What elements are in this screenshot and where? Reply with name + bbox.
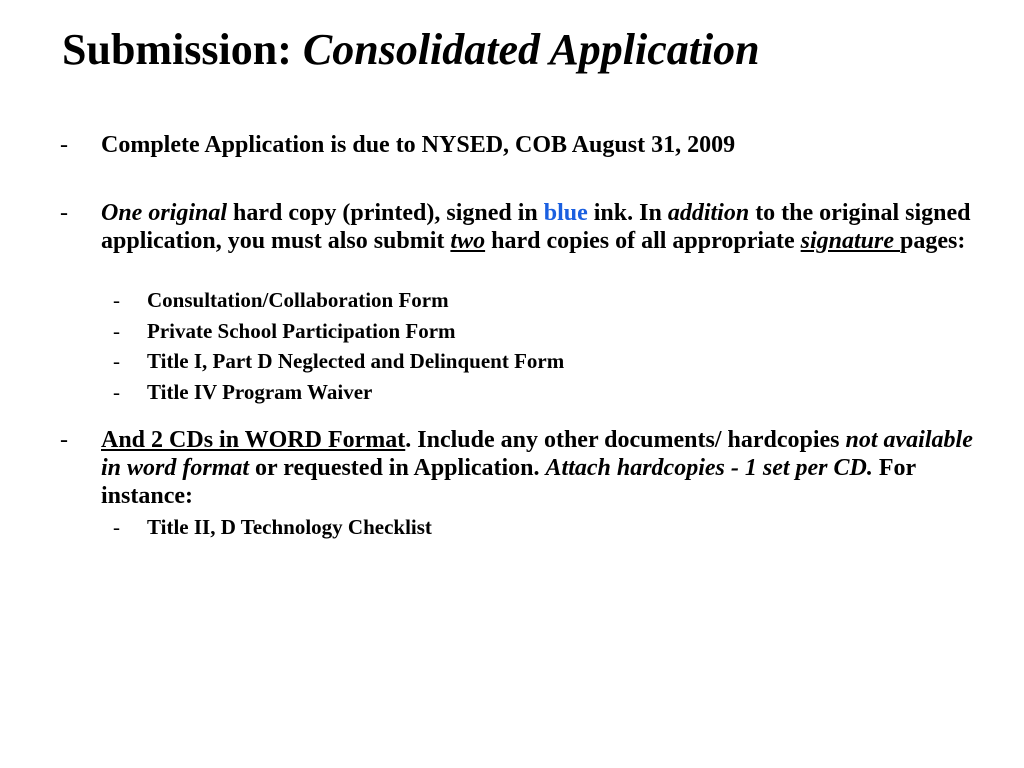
text-run: to the original signed application, you must also submit [101, 200, 971, 254]
slide-title [62, 24, 760, 76]
cds-word-format-text: And 2 CDs in WORD Format [101, 427, 406, 453]
text-run: ink. In [587, 200, 668, 226]
bullet-dash: - [60, 200, 68, 226]
title-italic: Consolidated Application [302, 25, 760, 74]
sub-item-text: Title I, Part D Neglected and Delinquent Form [147, 349, 565, 373]
blue-ink-text: blue [543, 200, 588, 226]
text-run: hard copies of all appropriate [485, 228, 801, 254]
title-prefix: Submission: [62, 25, 303, 74]
sub-dash: - [113, 380, 120, 404]
bullet-text [101, 199, 981, 255]
sub-dash: - [113, 319, 120, 343]
sub-dash: - [113, 288, 120, 312]
sub-dash: - [113, 515, 120, 539]
text-run: or requested in Application. [249, 455, 546, 481]
bullet-text [101, 426, 981, 510]
text-run: hard copy (printed), signed in [227, 200, 544, 226]
addition-text: addition [667, 200, 750, 226]
text-run: For instance: [101, 455, 916, 509]
attach-hardcopies-text: Attach hardcopies - 1 set per CD. [545, 455, 873, 481]
text-run: pages: [900, 228, 966, 254]
text-run: . Include any other documents/ hardcopies [405, 427, 846, 453]
sub-item-text: Private School Participation Form [147, 319, 456, 343]
bullet-dash: - [60, 427, 68, 453]
sub-item-text: Title IV Program Waiver [147, 380, 373, 404]
sub-item-text: Consultation/Collaboration Form [147, 288, 449, 312]
bullet-text: Complete Application is due to NYSED, COB August 31, 2009 [101, 132, 736, 158]
bullet-dash: - [60, 132, 68, 158]
two-text: two [450, 228, 486, 254]
sub-item-text: Title II, D Technology Checklist [147, 515, 432, 539]
signature-text: signature [800, 228, 901, 254]
not-available-text: not available in word format [101, 427, 973, 481]
one-original-text: One original [101, 200, 228, 226]
sub-dash: - [113, 349, 120, 373]
